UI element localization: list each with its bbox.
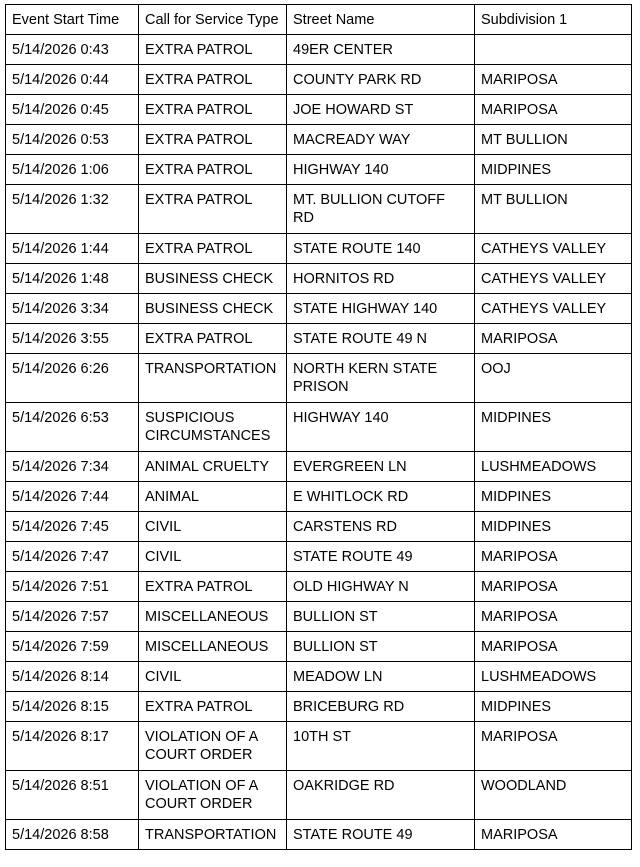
subdivision-cell: WOODLAND <box>475 771 632 820</box>
call-type-cell: ANIMAL CRUELTY <box>139 452 287 482</box>
call-type-cell: TRANSPORTATION <box>139 354 287 403</box>
call-type-cell: EXTRA PATROL <box>139 65 287 95</box>
call-type-cell: CIVIL <box>139 662 287 692</box>
event-start-time-cell: 5/14/2026 1:06 <box>6 155 139 185</box>
table-row <box>6 482 632 512</box>
subdivision-cell: MARIPOSA <box>475 602 632 632</box>
call-type-cell: EXTRA PATROL <box>139 95 287 125</box>
event-start-time-cell: 5/14/2026 6:53 <box>6 403 139 452</box>
table-row <box>6 65 632 95</box>
event-start-time-cell: 5/14/2026 8:58 <box>6 820 139 850</box>
call-type-cell: VIOLATION OF A COURT ORDER <box>139 771 287 820</box>
call-type-cell: EXTRA PATROL <box>139 35 287 65</box>
call-type-cell: MISCELLANEOUS <box>139 632 287 662</box>
event-start-time-cell: 5/14/2026 1:44 <box>6 234 139 264</box>
table-row <box>6 662 632 692</box>
table-row <box>6 542 632 572</box>
table-row <box>6 234 632 264</box>
event-start-time-cell: 5/14/2026 7:34 <box>6 452 139 482</box>
table-row <box>6 512 632 542</box>
event-start-time-cell: 5/14/2026 8:15 <box>6 692 139 722</box>
table-row <box>6 452 632 482</box>
subdivision-cell: MARIPOSA <box>475 542 632 572</box>
table-row <box>6 324 632 354</box>
column-header-event-start-time: Event Start Time <box>6 5 139 35</box>
street-name-cell: OLD HIGHWAY N <box>287 572 475 602</box>
call-type-cell: EXTRA PATROL <box>139 324 287 354</box>
street-name-cell: BULLION ST <box>287 602 475 632</box>
subdivision-cell: MARIPOSA <box>475 632 632 662</box>
column-header-call-type: Call for Service Type <box>139 5 287 35</box>
street-name-cell: MEADOW LN <box>287 662 475 692</box>
street-name-cell: STATE ROUTE 140 <box>287 234 475 264</box>
event-start-time-cell: 5/14/2026 3:34 <box>6 294 139 324</box>
table-row <box>6 185 632 234</box>
table-row <box>6 632 632 662</box>
subdivision-cell: MARIPOSA <box>475 324 632 354</box>
call-type-cell: BUSINESS CHECK <box>139 294 287 324</box>
street-name-cell: OAKRIDGE RD <box>287 771 475 820</box>
call-type-cell: EXTRA PATROL <box>139 234 287 264</box>
event-start-time-cell: 5/14/2026 3:55 <box>6 324 139 354</box>
header-row <box>6 5 632 35</box>
call-type-cell: TRANSPORTATION <box>139 820 287 850</box>
table-row <box>6 722 632 771</box>
street-name-cell: 49ER CENTER <box>287 35 475 65</box>
subdivision-cell: OOJ <box>475 354 632 403</box>
call-type-cell: VIOLATION OF A COURT ORDER <box>139 722 287 771</box>
street-name-cell: HIGHWAY 140 <box>287 155 475 185</box>
call-type-cell: CIVIL <box>139 512 287 542</box>
street-name-cell: MT. BULLION CUTOFF RD <box>287 185 475 234</box>
subdivision-cell: MARIPOSA <box>475 95 632 125</box>
table-row <box>6 95 632 125</box>
subdivision-cell: MIDPINES <box>475 512 632 542</box>
table-row <box>6 602 632 632</box>
event-start-time-cell: 5/14/2026 0:45 <box>6 95 139 125</box>
street-name-cell: 10TH ST <box>287 722 475 771</box>
call-type-cell: EXTRA PATROL <box>139 185 287 234</box>
event-start-time-cell: 5/14/2026 1:48 <box>6 264 139 294</box>
table-row <box>6 294 632 324</box>
street-name-cell: CARSTENS RD <box>287 512 475 542</box>
street-name-cell: HIGHWAY 140 <box>287 403 475 452</box>
table-row <box>6 572 632 602</box>
column-header-subdivision: Subdivision 1 <box>475 5 632 35</box>
call-type-cell: ANIMAL <box>139 482 287 512</box>
subdivision-cell: LUSHMEADOWS <box>475 662 632 692</box>
subdivision-cell: MARIPOSA <box>475 65 632 95</box>
subdivision-cell: MARIPOSA <box>475 820 632 850</box>
subdivision-cell: CATHEYS VALLEY <box>475 234 632 264</box>
table-row <box>6 403 632 452</box>
event-start-time-cell: 5/14/2026 8:17 <box>6 722 139 771</box>
street-name-cell: EVERGREEN LN <box>287 452 475 482</box>
street-name-cell: STATE ROUTE 49 <box>287 542 475 572</box>
call-type-cell: CIVIL <box>139 542 287 572</box>
subdivision-cell: MIDPINES <box>475 692 632 722</box>
event-start-time-cell: 5/14/2026 0:43 <box>6 35 139 65</box>
subdivision-cell: MIDPINES <box>475 482 632 512</box>
street-name-cell: JOE HOWARD ST <box>287 95 475 125</box>
table-row <box>6 692 632 722</box>
table-row <box>6 820 632 850</box>
subdivision-cell: MARIPOSA <box>475 722 632 771</box>
event-start-time-cell: 5/14/2026 0:44 <box>6 65 139 95</box>
subdivision-cell: MARIPOSA <box>475 572 632 602</box>
street-name-cell: BRICEBURG RD <box>287 692 475 722</box>
event-start-time-cell: 5/14/2026 7:44 <box>6 482 139 512</box>
subdivision-cell: MT BULLION <box>475 125 632 155</box>
event-start-time-cell: 5/14/2026 7:45 <box>6 512 139 542</box>
calls-for-service-table <box>5 4 632 850</box>
subdivision-cell <box>475 35 632 65</box>
table-row <box>6 35 632 65</box>
street-name-cell: HORNITOS RD <box>287 264 475 294</box>
table-row <box>6 264 632 294</box>
event-start-time-cell: 5/14/2026 7:57 <box>6 602 139 632</box>
event-start-time-cell: 5/14/2026 7:59 <box>6 632 139 662</box>
event-start-time-cell: 5/14/2026 1:32 <box>6 185 139 234</box>
table-row <box>6 125 632 155</box>
event-start-time-cell: 5/14/2026 0:53 <box>6 125 139 155</box>
street-name-cell: BULLION ST <box>287 632 475 662</box>
street-name-cell: E WHITLOCK RD <box>287 482 475 512</box>
call-type-cell: EXTRA PATROL <box>139 692 287 722</box>
call-type-cell: MISCELLANEOUS <box>139 602 287 632</box>
street-name-cell: STATE ROUTE 49 N <box>287 324 475 354</box>
subdivision-cell: CATHEYS VALLEY <box>475 294 632 324</box>
street-name-cell: MACREADY WAY <box>287 125 475 155</box>
street-name-cell: STATE ROUTE 49 <box>287 820 475 850</box>
street-name-cell: NORTH KERN STATE PRISON <box>287 354 475 403</box>
event-start-time-cell: 5/14/2026 8:51 <box>6 771 139 820</box>
call-type-cell: EXTRA PATROL <box>139 125 287 155</box>
table-row <box>6 155 632 185</box>
street-name-cell: COUNTY PARK RD <box>287 65 475 95</box>
column-header-street-name: Street Name <box>287 5 475 35</box>
call-type-cell: EXTRA PATROL <box>139 572 287 602</box>
call-type-cell: EXTRA PATROL <box>139 155 287 185</box>
table-row <box>6 771 632 820</box>
event-start-time-cell: 5/14/2026 7:51 <box>6 572 139 602</box>
table-row <box>6 354 632 403</box>
subdivision-cell: MIDPINES <box>475 403 632 452</box>
call-type-cell: BUSINESS CHECK <box>139 264 287 294</box>
call-type-cell: SUSPICIOUS CIRCUMSTANCES <box>139 403 287 452</box>
street-name-cell: STATE HIGHWAY 140 <box>287 294 475 324</box>
event-start-time-cell: 5/14/2026 7:47 <box>6 542 139 572</box>
subdivision-cell: MT BULLION <box>475 185 632 234</box>
subdivision-cell: LUSHMEADOWS <box>475 452 632 482</box>
subdivision-cell: MIDPINES <box>475 155 632 185</box>
subdivision-cell: CATHEYS VALLEY <box>475 264 632 294</box>
event-start-time-cell: 5/14/2026 6:26 <box>6 354 139 403</box>
event-start-time-cell: 5/14/2026 8:14 <box>6 662 139 692</box>
